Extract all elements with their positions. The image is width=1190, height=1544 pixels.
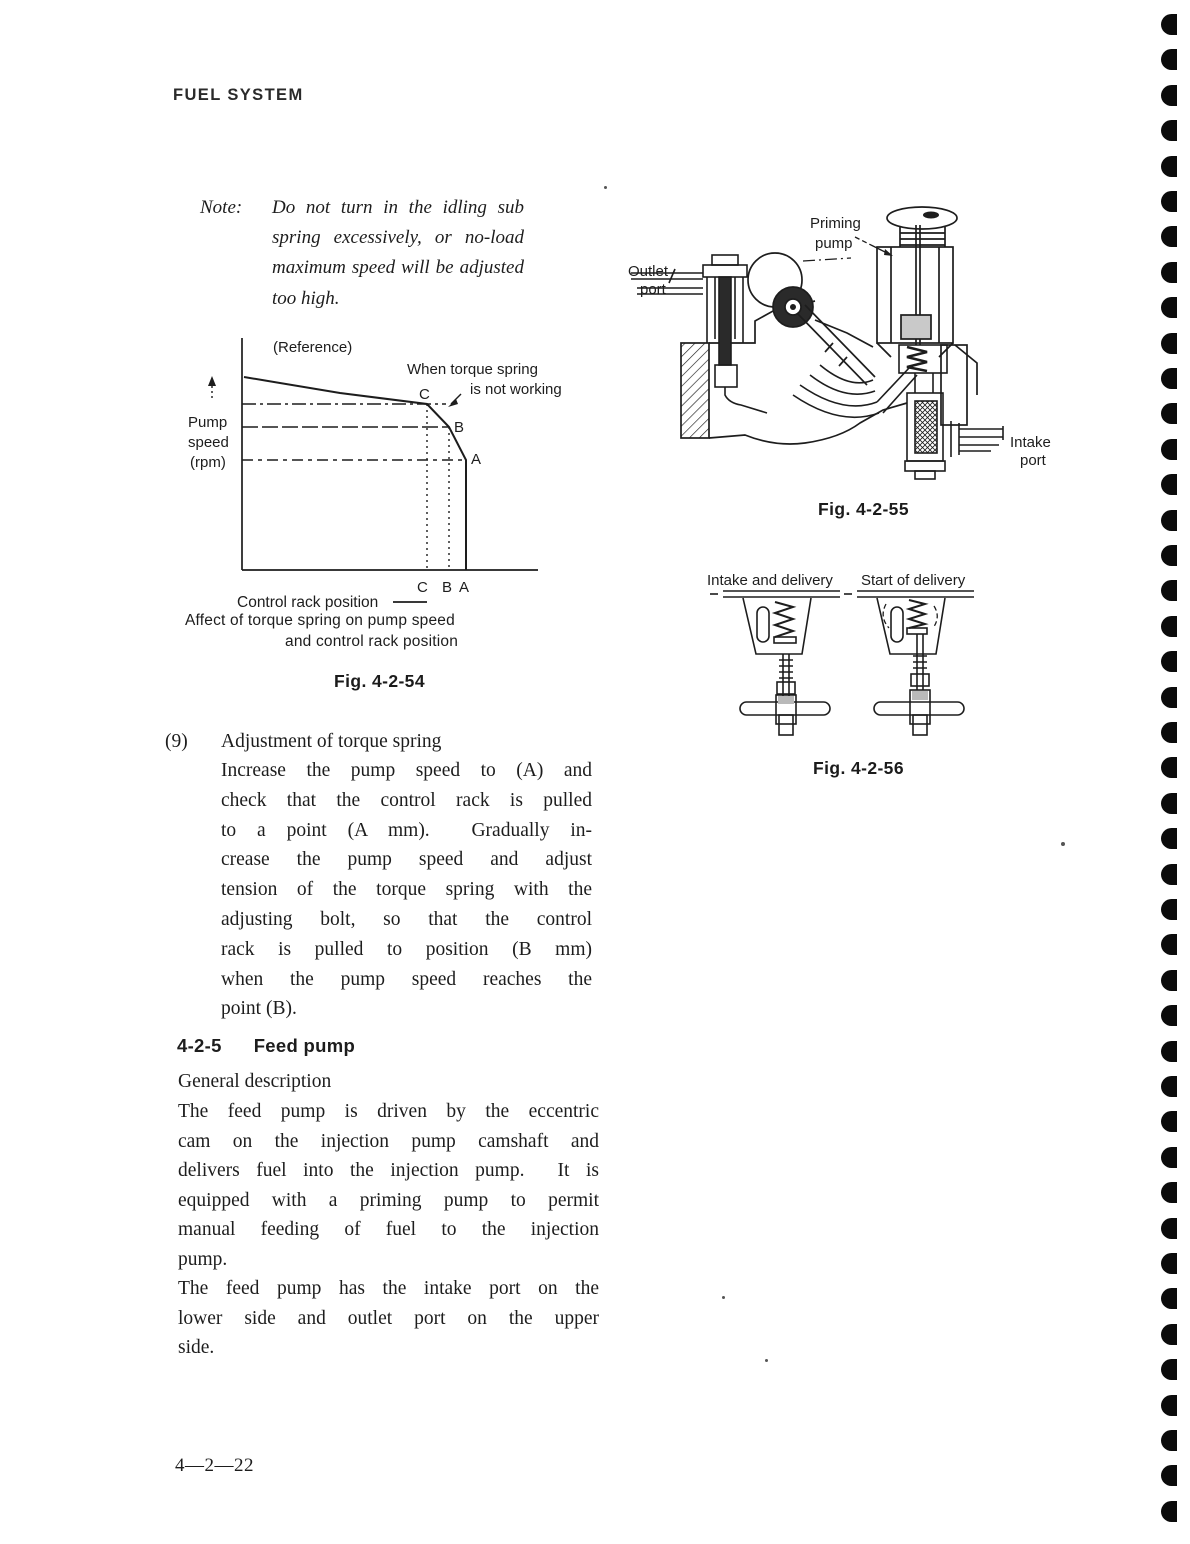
binding-mark	[1161, 1147, 1177, 1168]
text-line: pump.	[178, 1248, 228, 1270]
binding-mark	[1161, 510, 1177, 531]
y-axis-arrow	[208, 376, 216, 400]
scan-speck	[604, 186, 607, 189]
binding-mark	[1161, 1359, 1177, 1380]
text-line: side.	[178, 1337, 215, 1359]
binding-mark	[1161, 1253, 1177, 1274]
binding-mark	[1161, 226, 1177, 247]
fig56-titles	[707, 572, 966, 589]
note-text	[272, 197, 524, 318]
text-line: adjusting bolt, so that the control	[221, 908, 592, 930]
section9-title: Adjustment of torque spring	[221, 731, 442, 752]
binding-mark	[1161, 757, 1177, 778]
text-line: spring excessively, or no-load	[272, 227, 524, 249]
outlet-valve	[703, 255, 767, 413]
binding-mark	[1161, 1111, 1177, 1132]
text-line: point (B).	[221, 998, 297, 1020]
text-line: lower side and outlet port on the upper	[178, 1307, 599, 1329]
section425-number: 4-2-5	[177, 1035, 222, 1056]
y-axis-label-2: speed	[188, 434, 229, 451]
page-number: 4—2—22	[175, 1455, 254, 1476]
binding-mark	[1161, 262, 1177, 283]
x-tick-c: C	[417, 579, 428, 596]
figure-4-2-55-drawing	[615, 195, 1075, 495]
feed-pump-paragraph-2	[178, 1278, 599, 1367]
scan-speck	[765, 1359, 768, 1362]
text-line: cam on the injection pump camshaft and	[178, 1130, 599, 1152]
binding-mark	[1161, 545, 1177, 566]
binding-mark	[1161, 1395, 1177, 1416]
binding-mark	[1161, 828, 1177, 849]
section9-number: (9)	[165, 731, 188, 752]
text-line: delivers fuel into the injection pump. It is	[178, 1160, 599, 1182]
fig56-left-title: Intake and delivery	[707, 572, 833, 589]
text-line: manual feeding of fuel to the injection	[178, 1219, 599, 1241]
figure-4-2-56-drawing	[690, 562, 1010, 757]
binding-mark	[1161, 970, 1177, 991]
text-line: tension of the torque spring with the	[221, 879, 592, 901]
page-header: FUEL SYSTEM	[173, 86, 304, 104]
curve-point-c: C	[419, 386, 430, 403]
text-line: The feed pump is driven by the eccentric	[178, 1101, 599, 1122]
outlet-port-label-2: port	[640, 281, 666, 298]
intake-port-label-1: Intake	[1010, 434, 1051, 451]
section425-heading	[177, 1035, 355, 1057]
binding-mark	[1161, 1501, 1177, 1522]
curve-point-a: A	[471, 451, 482, 468]
binding-mark	[1161, 1182, 1177, 1203]
intake-port-label-2: port	[1020, 452, 1046, 469]
outlet-port-label-1: Outlet	[628, 263, 669, 280]
fig56-right-title: Start of delivery	[861, 572, 966, 589]
scan-speck	[722, 1296, 725, 1299]
priming-pump-label-1: Priming	[810, 215, 861, 232]
note-label: Note:	[200, 197, 243, 218]
priming-pump	[877, 207, 957, 357]
text-line: The feed pump has the intake port on the	[178, 1278, 599, 1299]
text-line: rack is pulled to position (B mm)	[221, 938, 592, 960]
curve-point-b: B	[454, 419, 465, 436]
text-line: maximum speed will be adjusted	[272, 257, 524, 279]
binding-mark	[1161, 687, 1177, 708]
text-line: check that the control rack is pulled	[221, 789, 592, 811]
binding-mark	[1161, 1465, 1177, 1486]
feed-pump-paragraph-1	[178, 1101, 599, 1279]
text-line: crease the pump speed and adjust	[221, 849, 592, 871]
binding-mark	[1161, 934, 1177, 955]
binding-mark	[1161, 368, 1177, 389]
section425-title: Feed pump	[253, 1035, 356, 1056]
start-delivery-diagram	[844, 591, 974, 735]
chart-annotation-line1: When torque spring	[407, 361, 538, 378]
binding-mark	[1161, 14, 1177, 35]
binding-mark	[1161, 864, 1177, 885]
fig54-caption-line2: and control rack position	[285, 633, 459, 650]
binding-mark	[1161, 1324, 1177, 1345]
binding-mark	[1161, 793, 1177, 814]
fig54-caption-line1: Affect of torque spring on pump speed	[185, 612, 455, 629]
binding-mark	[1161, 120, 1177, 141]
intake-delivery-diagram	[710, 591, 840, 735]
x-tick-b: B	[442, 579, 453, 596]
chart-reference-label: (Reference)	[273, 339, 353, 356]
section9-paragraph	[221, 760, 592, 1028]
binding-mark	[1161, 899, 1177, 920]
text-line: when the pump speed reaches the	[221, 968, 592, 990]
binding-mark	[1161, 1005, 1177, 1026]
binding-mark	[1161, 474, 1177, 495]
binding-mark	[1161, 49, 1177, 70]
binding-mark	[1161, 333, 1177, 354]
text-line: Increase the pump speed to (A) and	[221, 760, 592, 781]
binding-mark	[1161, 156, 1177, 177]
binding-mark	[1161, 616, 1177, 637]
binding-mark	[1161, 651, 1177, 672]
binding-mark	[1161, 1076, 1177, 1097]
text-line: Do not turn in the idling sub	[272, 197, 524, 218]
text-line: to a point (A mm). Gradually in-	[221, 819, 592, 841]
binding-mark	[1161, 1218, 1177, 1239]
binding-mark	[1161, 1041, 1177, 1062]
binding-marks	[1161, 0, 1190, 1544]
y-axis-label-1: Pump	[188, 414, 228, 431]
y-axis-label-3: (rpm)	[190, 454, 226, 471]
binding-mark	[1161, 580, 1177, 601]
binding-mark	[1161, 85, 1177, 106]
intake-valve	[899, 345, 947, 479]
chart-guide-lines	[242, 404, 466, 570]
text-line: equipped with a priming pump to permit	[178, 1189, 599, 1211]
chart-curve	[244, 377, 466, 570]
general-description-label: General description	[178, 1071, 332, 1092]
figure-4-2-54-chart	[180, 330, 600, 614]
chart-annotation-line2: is not working	[470, 381, 562, 398]
fig55-label: Fig. 4-2-55	[818, 499, 909, 519]
annotation-arrow	[448, 394, 461, 407]
binding-mark	[1161, 722, 1177, 743]
x-axis-label: Control rack position	[237, 594, 379, 611]
binding-mark	[1161, 403, 1177, 424]
scan-speck	[1061, 842, 1065, 846]
fig56-label: Fig. 4-2-56	[813, 758, 904, 778]
binding-mark	[1161, 191, 1177, 212]
fig54-label: Fig. 4-2-54	[334, 671, 425, 691]
text-line: too high.	[272, 287, 340, 309]
binding-mark	[1161, 1430, 1177, 1451]
priming-pump-label-2: pump	[815, 235, 853, 252]
binding-mark	[1161, 297, 1177, 318]
binding-mark	[1161, 439, 1177, 460]
x-tick-a: A	[459, 579, 470, 596]
intake-pipe	[951, 421, 1003, 457]
binding-mark	[1161, 1288, 1177, 1309]
